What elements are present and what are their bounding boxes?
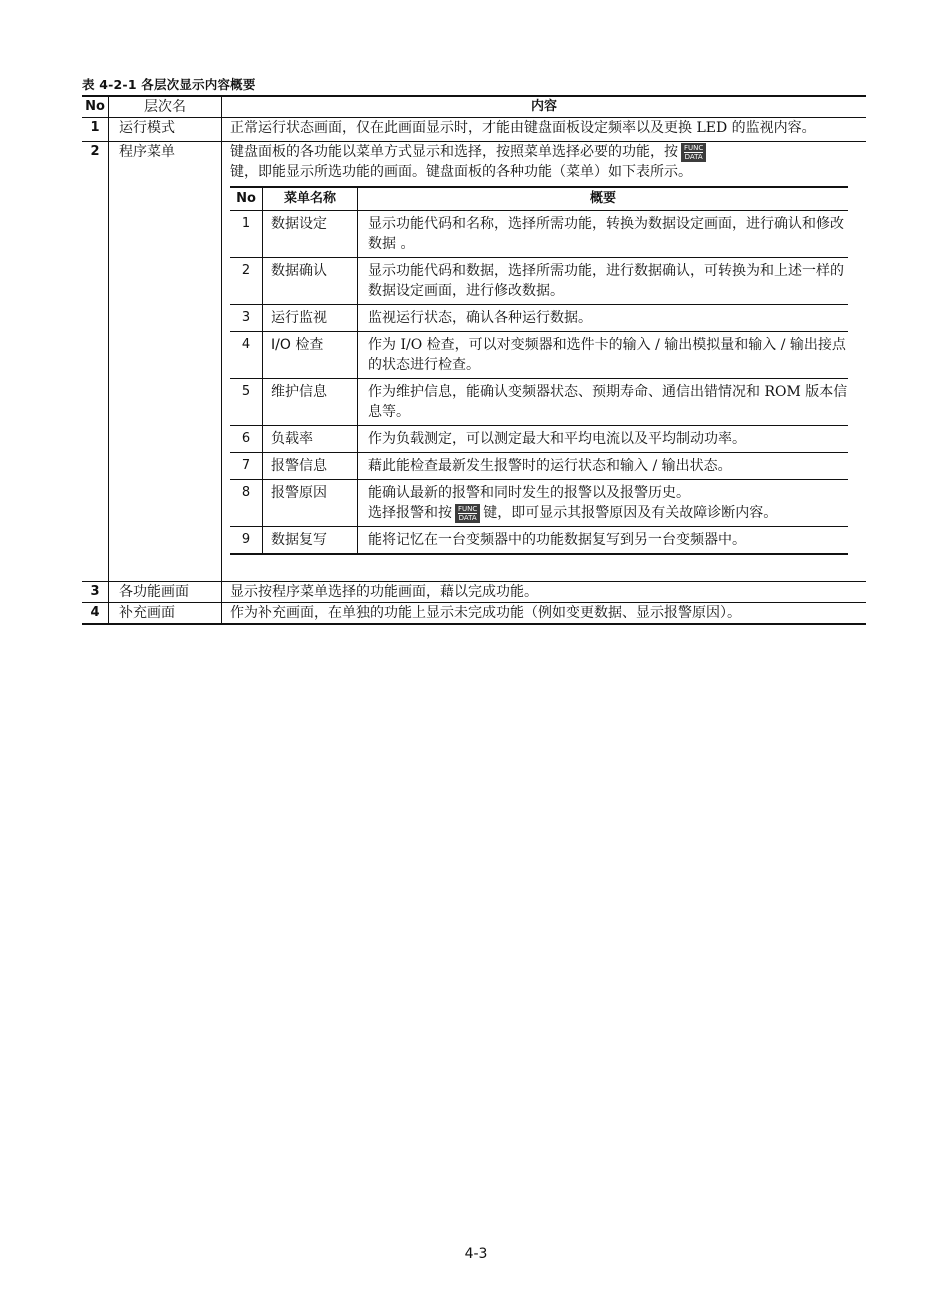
menu-header-no: No [230, 187, 263, 211]
table-row [82, 582, 866, 603]
menu-row-summary: 作为 I/O 检查，可以对变频器和选件卡的输入 / 输出模拟量和输入 / 输出接点的状态进行检查。 [358, 332, 849, 379]
alarm-cause-text-b: 键，即可显示其报警原因及有关故障诊断内容。 [483, 505, 778, 521]
menu-row-summary: 作为负载测定，可以测定最大和平均电流以及平均制动功率。 [358, 426, 849, 453]
page-number: 4-3 [464, 1246, 488, 1262]
func-key-label: FUNC [684, 143, 704, 152]
menu-row-summary [358, 480, 849, 527]
table-row [82, 603, 866, 625]
menu-row-no: 6 [230, 426, 263, 453]
row-name: 运行模式 [109, 118, 222, 142]
alarm-cause-text-a: 选择报警和按 [368, 505, 452, 521]
row-content [222, 142, 867, 582]
menu-row-summary: 藉此能检查最新发生报警时的运行状态和输入 / 输出状态。 [358, 453, 849, 480]
display-levels-table [82, 95, 866, 625]
menu-row [230, 332, 848, 379]
menu-row-no: 7 [230, 453, 263, 480]
table-caption: 表 4-2-1 各层次显示内容概要 [82, 77, 256, 92]
data-key-label: DATA [684, 152, 703, 161]
row-no: 2 [82, 142, 109, 582]
row-name: 补充画面 [109, 603, 222, 625]
menu-row-summary: 能将记忆在一台变频器中的功能数据复写到另一台变频器中。 [358, 527, 849, 555]
menu-row-no: 1 [230, 211, 263, 258]
header-level-name: 层次名 [109, 96, 222, 118]
menu-row [230, 305, 848, 332]
menu-header-summary: 概要 [358, 187, 849, 211]
row-content: 正常运行状态画面，仅在此画面显示时，才能由键盘面板设定频率以及更换 LED 的监视内容。 [222, 118, 867, 142]
menu-row-name: 报警原因 [263, 480, 358, 527]
menu-row-name: 负载率 [263, 426, 358, 453]
menu-row [230, 379, 848, 426]
menu-row-no: 5 [230, 379, 263, 426]
alarm-cause-line-1: 能确认最新的报警和同时发生的报警以及报警历史。 [368, 485, 690, 501]
menu-row-name: 数据确认 [263, 258, 358, 305]
menu-row-name: 报警信息 [263, 453, 358, 480]
program-menu-description [230, 142, 860, 182]
menu-row-name: 数据复写 [263, 527, 358, 555]
table-row [82, 118, 866, 142]
menu-row-name: 维护信息 [263, 379, 358, 426]
table-header-row [82, 96, 866, 118]
menu-row-no: 4 [230, 332, 263, 379]
header-no: No [82, 96, 109, 118]
menu-row-name: I/O 检查 [263, 332, 358, 379]
menu-row [230, 211, 848, 258]
menu-row [230, 527, 848, 555]
func-data-key-icon [455, 504, 480, 523]
menu-row-name: 数据设定 [263, 211, 358, 258]
func-key-label: FUNC [458, 504, 478, 513]
row-content: 作为补充画面，在单独的功能上显示未完成功能（例如变更数据、显示报警原因）。 [222, 603, 867, 625]
menu-table-header-row [230, 187, 848, 211]
row-no: 1 [82, 118, 109, 142]
table-row [82, 142, 866, 582]
menu-row [230, 480, 848, 527]
menu-row [230, 426, 848, 453]
menu-row [230, 453, 848, 480]
menu-row-no: 2 [230, 258, 263, 305]
menu-row [230, 258, 848, 305]
menu-header-name: 菜单名称 [263, 187, 358, 211]
menu-row-no: 8 [230, 480, 263, 527]
program-menu-text-b: 键，即能显示所选功能的画面。键盘面板的各种功能（菜单）如下表所示。 [230, 164, 692, 180]
header-content: 内容 [222, 96, 867, 118]
program-menu-text-a: 键盘面板的各功能以菜单方式显示和选择，按照菜单选择必要的功能，按 [230, 144, 678, 160]
menu-row-no: 3 [230, 305, 263, 332]
menu-row-summary: 作为维护信息，能确认变频器状态、预期寿命、通信出错情况和 ROM 版本信息等。 [358, 379, 849, 426]
menu-functions-table [230, 186, 848, 555]
data-key-label: DATA [458, 513, 477, 522]
row-no: 3 [82, 582, 109, 603]
alarm-cause-line-2 [368, 503, 848, 523]
row-name: 各功能画面 [109, 582, 222, 603]
row-no: 4 [82, 603, 109, 625]
menu-row-summary: 显示功能代码和数据，选择所需功能，进行数据确认，可转换为和上述一样的数据设定画面，进行修改数据。 [358, 258, 849, 305]
menu-row-summary: 显示功能代码和名称，选择所需功能，转换为数据设定画面，进行确认和修改数据 。 [358, 211, 849, 258]
row-content: 显示按程序菜单选择的功能画面，藉以完成功能。 [222, 582, 867, 603]
row-name: 程序菜单 [109, 142, 222, 582]
menu-row-name: 运行监视 [263, 305, 358, 332]
menu-row-summary: 监视运行状态，确认各种运行数据。 [358, 305, 849, 332]
menu-row-no: 9 [230, 527, 263, 555]
func-data-key-icon [681, 143, 706, 162]
